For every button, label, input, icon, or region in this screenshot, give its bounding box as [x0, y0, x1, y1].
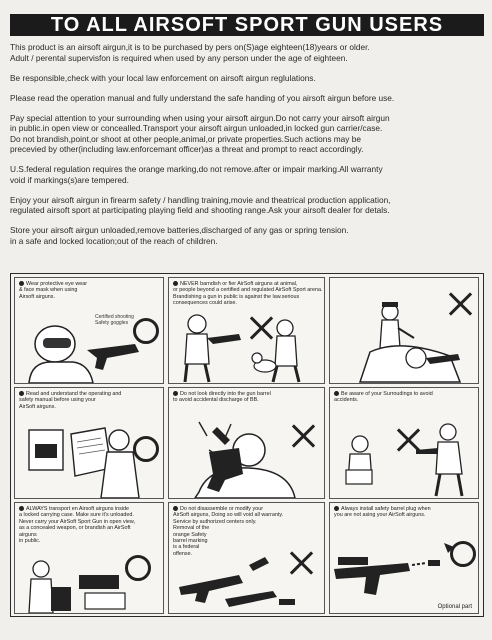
panel-read-manual [14, 387, 164, 499]
panel-caption: Read and understand the operating and safety manual before using your AirSoft airguns. [19, 391, 122, 410]
optional-part-label: Optional part [437, 604, 472, 610]
prohibited-x-icon [249, 316, 273, 340]
panel-caption: Always install safety barrel plug when you are not asing your AirSoft airguns. [334, 506, 431, 519]
approved-circle-icon [133, 436, 159, 462]
page-title: TO ALL AIRSOFT SPORT GUN USERS [10, 14, 484, 36]
panel-eye-protection [14, 277, 164, 384]
prohibited-x-icon [448, 292, 472, 316]
panel-awareness [329, 387, 479, 499]
prohibited-x-icon [289, 551, 313, 575]
panel-barrel-plug [329, 502, 479, 614]
paragraph-manual: Please read the operation manual and fully understand the safe handing of you airsoft airgun before use. [10, 92, 395, 103]
paragraph-age: This product is an airsoft airgun,it is to be purchased by pers on(S)age eighteen(18)years or older. Adult / perental supervisfon is required when used by any person under the age of eighteen. [10, 42, 370, 63]
prohibited-x-icon [291, 424, 315, 448]
safety-illustration-grid [10, 273, 484, 617]
paragraph-enjoy: Enjoy your airsoft airgun in firearm safety / handling training,movie and theatrical production application, regulated airsoft sport at participating playing field and shooting range.Ask your airsoft dealer for detals. [10, 194, 391, 216]
panel-caption: Wear protective eye wear & face mask when using Airsoft airguns. [19, 281, 88, 300]
panel-do-not-modify [168, 502, 325, 614]
approved-circle-icon [125, 555, 151, 581]
panel-caption: Do not disassemble or modify your AirSoft airguns, Doing so will void all warranty. Service by authorized centers only. Removal of the orange Safety barrel marking is a federal offense. [173, 506, 284, 557]
paragraph-surroundings: Pay special attention to your surrounding when using your airsoft airgun.Do not carry your airsoft airgun in public.in open view or concealled.Transport your airsoft airgun unloaded,in locked gun carrier/case. Do not brandish,point,or shoot at other people,animal,or private properties.Such actions may be precevied by other(including law.enforcemant officer)as a threat and prompt to react accordingly. [10, 112, 390, 155]
paragraph-responsible: Be responsible,check with your local law enforcement on airsoft airgun reglulations. [10, 72, 316, 83]
prohibited-x-icon [396, 428, 420, 452]
panel-caption: Be aware of your Surroudings to avoid accidents. [334, 391, 433, 404]
approved-circle-icon [450, 541, 476, 567]
panel-do-not-look-in-barrel [168, 387, 325, 499]
panel-no-brandishing [168, 277, 325, 384]
goggles-tag: Certified shooting Safety goggles [95, 314, 134, 326]
panel-caption: Do not look directly into the gun barrel to avoid accidental discharge of BB. [173, 391, 271, 404]
paragraph-orange-marking: U.S.federal regulation requires the orange marking,do not remove.after or impair marking.All warranty void if markings(s)are tempered. [10, 164, 383, 185]
panel-transport-case [14, 502, 164, 614]
panel-caption: ALWAYS transport en Airsoft airguns inside a locked carrying case. Make sure it's unloaded. Never carry your AirSoft Sport Gun in open view, as a concealed weapon, or brandish an AirSoft airguns in public. [19, 506, 135, 545]
paragraph-storage: Store your airsoft airgun unloaded,remove batteries,discharged of any gas or spring tension. in a safe and locked location;out of the reach of children. [10, 225, 349, 247]
instructions-body [10, 42, 484, 256]
panel-caption: NEVER barndish or fier AirSoft airguns at animal, or people beyond a certified and regulated AirSoft Sport arena. Brandishing a gun in public is against the law.serious consequences could arise. [173, 281, 323, 307]
approved-circle-icon [133, 318, 159, 344]
panel-police-warning [329, 277, 479, 384]
